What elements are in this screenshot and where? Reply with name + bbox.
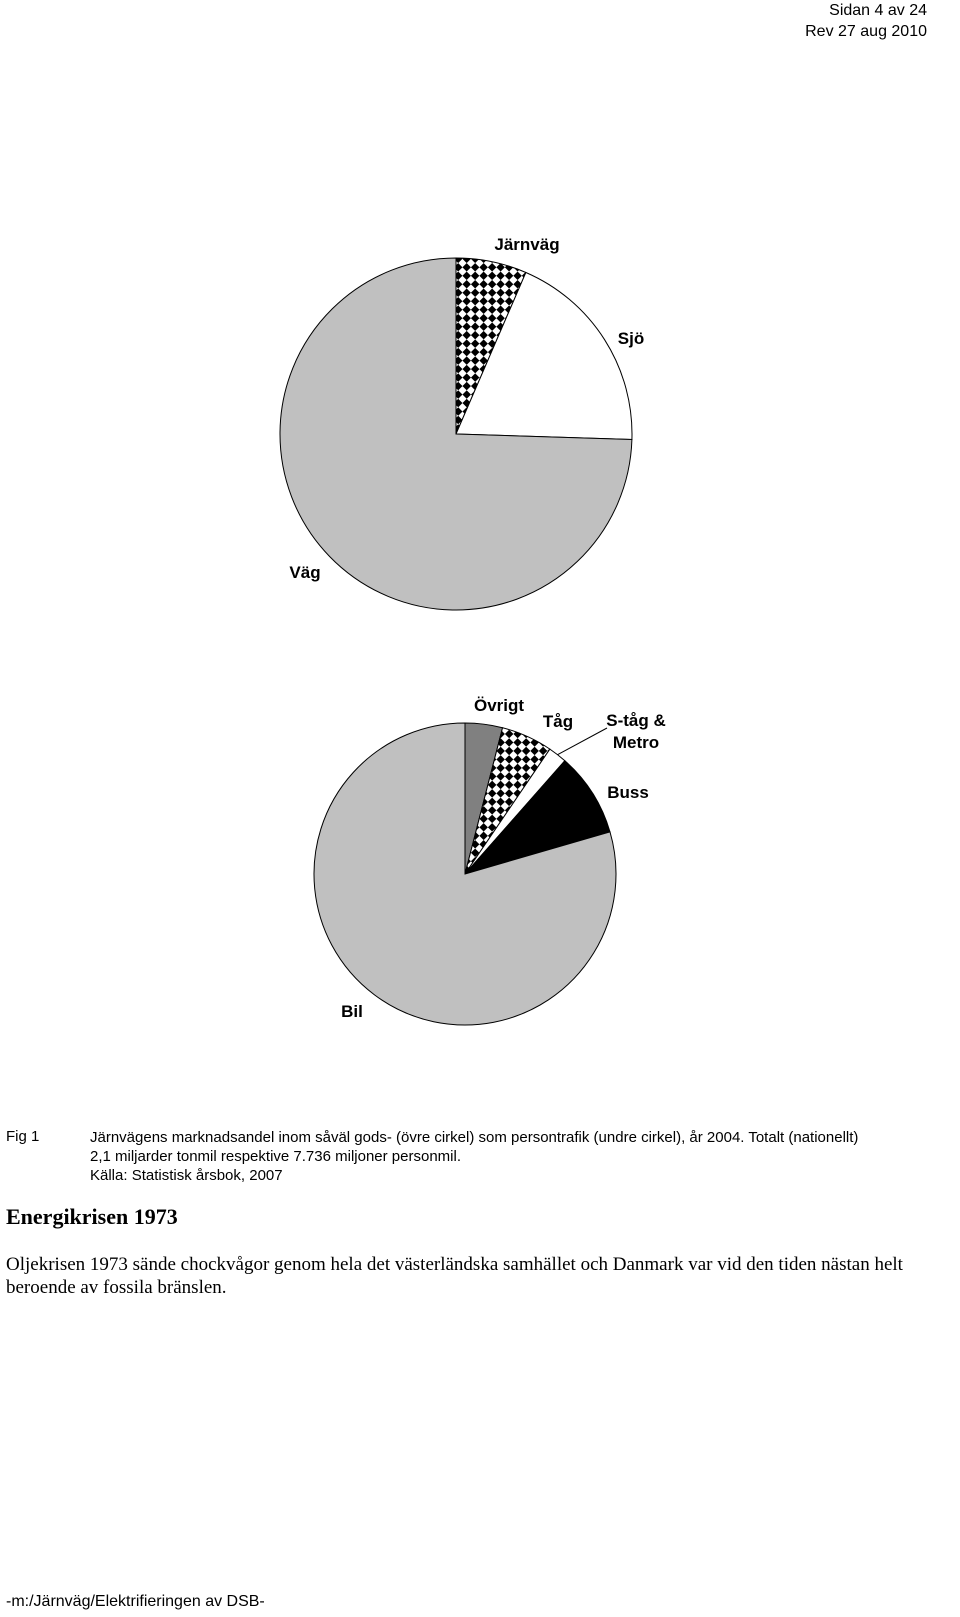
pie-label-jarnvag: Järnväg	[494, 235, 560, 254]
page-number: Sidan 4 av 24	[829, 2, 927, 19]
body-paragraph: Oljekrisen 1973 sände chockvågor genom hela det västerländska samhället och Danmark var vid den tiden nästan helt beroende av fossila bränslen.	[6, 1254, 903, 1298]
figure-label: Fig 1	[6, 1128, 40, 1145]
pie-label-s-tag-metro: S-tåg & Metro	[606, 711, 666, 752]
caption-source: Källa: Statistisk årsbok, 2007	[90, 1167, 283, 1184]
pie-label-bil: Bil	[341, 1002, 363, 1021]
pie-label-tag: Tåg	[542, 712, 574, 731]
figure-caption	[90, 1128, 940, 1185]
caption-line-2: 2,1 miljarder tonmil respektive 7.736 miljoner personmil.	[90, 1148, 461, 1165]
passenger-pie-chart	[314, 696, 666, 1025]
section-heading: Energikrisen 1973	[6, 1204, 178, 1229]
pie-label-vag: Väg	[289, 563, 321, 582]
leader-line-s-tag-metro	[558, 728, 607, 755]
revision-date: Rev 27 aug 2010	[805, 23, 927, 40]
pie-label-ovrigt: Övrigt	[473, 696, 525, 715]
pie-label-buss: Buss	[607, 783, 649, 802]
pie-label-sjo: Sjö	[617, 329, 645, 348]
footer-path: -m:/Järnväg/Elektrifieringen av DSB-	[6, 1593, 265, 1610]
freight-pie-chart	[280, 235, 644, 610]
caption-line-1: Järnvägens marknadsandel inom såväl gods- (övre cirkel) som persontrafik (undre cirkel), år 2004. Totalt (nationellt)	[90, 1129, 859, 1146]
